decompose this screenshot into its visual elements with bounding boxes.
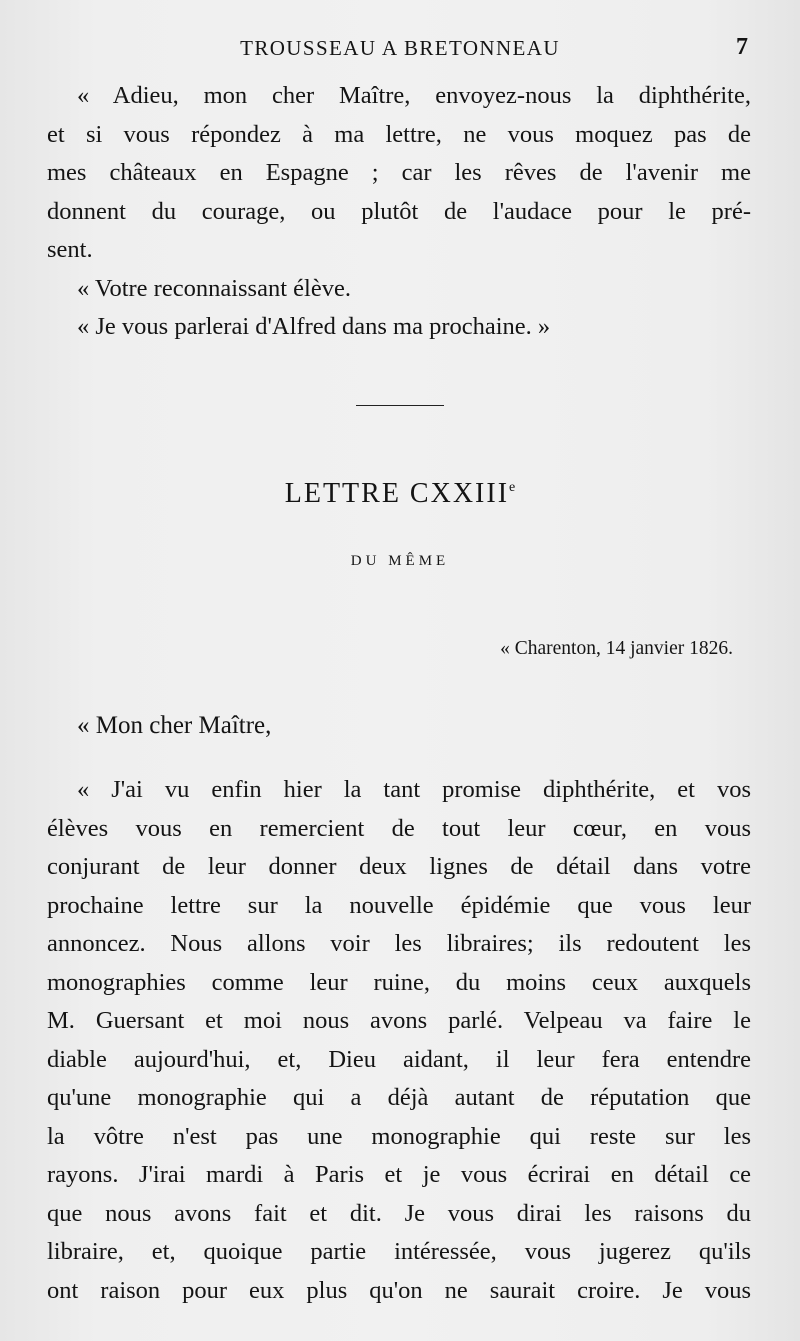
text-line: « Adieu, mon cher Maître, envoyez-nous la diphthérite, — [77, 82, 751, 109]
section-divider — [356, 405, 444, 406]
letter-title: LETTRE CXXIII — [284, 478, 510, 509]
text-line: monographies comme leur ruine, du moins ceux auxquels — [47, 968, 751, 996]
text-line: M. Guersant et moi nous avons parlé. Velpeau va faire le — [47, 1007, 751, 1034]
running-title: TROUSSEAU A BRETONNEAU — [240, 36, 560, 60]
text-line: libraire, et, quoique partie intéressée, vous jugerez qu'ils — [47, 1238, 751, 1265]
running-head — [0, 36, 800, 66]
text-line: donnent du courage, ou plutôt de l'audace pour le pré- — [47, 197, 751, 225]
letter-dateline: « Charenton, 14 janvier 1826. — [500, 638, 733, 659]
text-line: conjurant de leur donner deux lignes de détail dans votre — [47, 853, 751, 880]
text-line: sent. — [47, 236, 93, 263]
closing-line: « Je vous parlerai d'Alfred dans ma prochaine. » — [77, 313, 551, 340]
text-line: annoncez. Nous allons voir les libraires; ils redoutent les — [47, 930, 751, 957]
text-line: diable aujourd'hui, et, Dieu aidant, il leur fera entendre — [47, 1045, 751, 1073]
text-line: que nous avons fait et dit. Je vous dirai les raisons du — [47, 1199, 751, 1227]
letter-heading — [0, 478, 800, 510]
letter-salutation: « Mon cher Maître, — [77, 712, 272, 739]
text-line: « J'ai vu enfin hier la tant promise diphthérite, et vos — [77, 776, 751, 803]
closing-line: « Votre reconnaissant élève. — [77, 274, 351, 302]
text-line: la vôtre n'est pas une monographie qui reste sur les — [47, 1122, 751, 1150]
text-line: qu'une monographie qui a déjà autant de réputation que — [47, 1084, 751, 1111]
body-paragraph — [47, 771, 751, 1310]
text-line: prochaine lettre sur la nouvelle épidémie que vous leur — [47, 891, 751, 919]
text-line: ont raison pour eux plus qu'on ne saurait croire. Je vous — [47, 1276, 751, 1304]
text-line: rayons. J'irai mardi à Paris et je vous écrirai en détail ce — [47, 1161, 751, 1188]
letter-title-superscript: e — [509, 480, 516, 495]
text-line: élèves vous en remercient de tout leur cœur, en vous — [47, 814, 751, 842]
page-number: 7 — [736, 34, 748, 60]
top-paragraph — [47, 77, 751, 347]
text-line: mes châteaux en Espagne ; car les rêves de l'avenir me — [47, 159, 751, 186]
text-line: et si vous répondez à ma lettre, ne vous moquez pas de — [47, 120, 751, 148]
letter-subtitle: DU MÊME — [350, 553, 450, 569]
